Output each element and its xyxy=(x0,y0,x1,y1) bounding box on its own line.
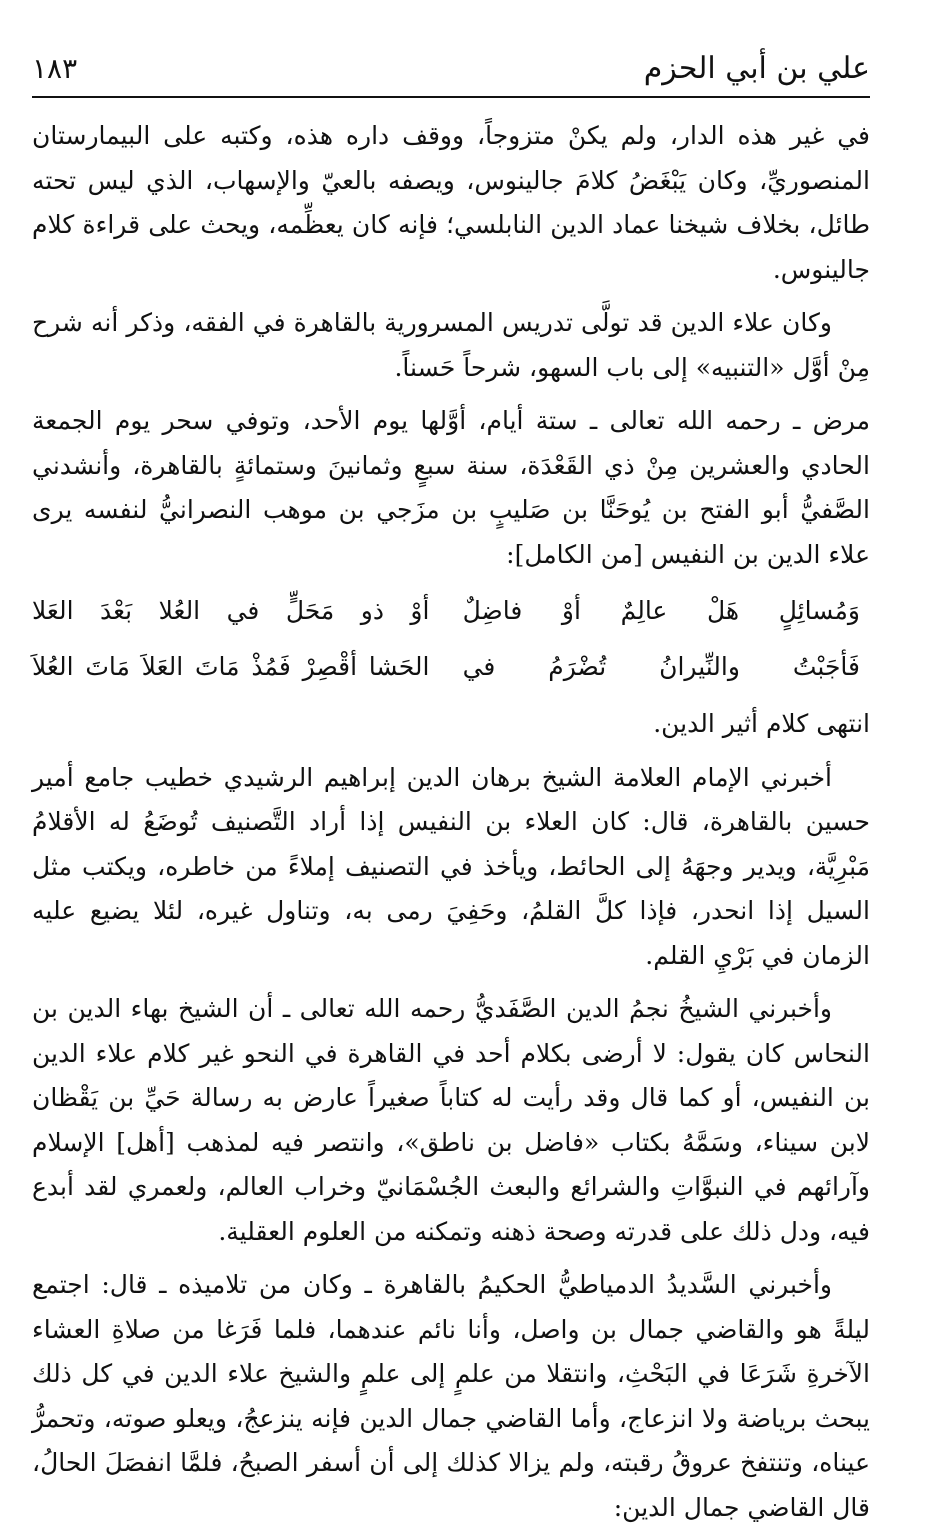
hemistich-first: فَأجَبْتُ والنِّيرانُ تُضْرَمُ في xyxy=(462,652,860,681)
paragraph: أخبرني الإمام العلامة الشيخ برهان الدين إبراهيم الرشيدي خطيب جامع أمير حسين بالقاهرة، قال: كان العلاء بن النفيس إذا أراد التَّصنيف تُوضَعُ له الأقلامُ مَبْرِيَّة، ويدير وجهَهُ إلى الحائط، ويأخذ في التصنيف إملاءً من خاطره، ويكتب مثل السيل إذا انحدر، فإذا كلَّ القلمُ، وحَفِيَ رمى به، وتناول غيره، لئلا يضيع عليه الزمان في بَرْيِ القلم. xyxy=(32,762,870,970)
paragraph: وكان علاء الدين قد تولَّى تدريس المسرورية بالقاهرة في الفقه، وذكر أنه شرح مِنْ أوَّل «التنبيه» إلى باب السهو، شرحاً حَسناً. xyxy=(32,308,870,382)
paragraph: مرض ـ رحمه الله تعالى ـ ستة أيام، أوَّلها يوم الأحد، وتوفي سحر يوم الجمعة الحادي والعشرين مِنْ ذي القَعْدَة، سنة سبعٍ وثمانينَ وستمائةٍ بالقاهرة، وأنشدني الصَّفيُّ أبو الفتح بن يُوحَنَّا بن صَليبٍ بن مزَجي بن موهب النصرانيُّ لنفسه يرى علاء الدين بن النفيس [من الكامل]: xyxy=(32,406,870,569)
running-title: علي بن أبي الحزم xyxy=(643,50,870,86)
verse-line xyxy=(32,586,870,636)
poem xyxy=(32,586,870,692)
page-body xyxy=(32,114,870,1539)
paragraph: في غير هذه الدار، ولم يكنْ متزوجاً، ووقف داره هذه، وكتبه على البيمارستان المنصوريِّ، وكان يَبْغَضُ كلامَ جالينوس، ويصفه بالعيّ والإسهاب، الذي ليس تحته طائل، بخلاف شيخنا عماد الدين النابلسي؛ فإنه كان يعظِّمه، ويحث على قراءة كلام جالينوس. xyxy=(32,121,870,284)
paragraph: وأخبرني الشيخُ نجمُ الدين الصَّفَديُّ رحمه الله تعالى ـ أن الشيخ بهاء الدين بن النحاس كان يقول: لا أرضى بكلام أحد في القاهرة في النحو غير كلام علاء الدين بن النفيس، أو كما قال وقد رأيت له كتاباً صغيراً عارض به رسالة حَيِّ بن يَقْظان لابن سيناء، وسَمَّهُ بكتاب «فاضل بن ناطق»، وانتصر فيه لمذهب [أهل] الإسلام وآرائهم في النبوَّاتِ والشرائع والبعث الجُسْمَانيّ وخراب العالم، ولعمري لقد أبدع فيه، ودل ذلك على قدرته وصحة ذهنه وتمكنه من العلوم العقلية. xyxy=(32,994,870,1246)
paragraph: وأخبرني السَّديدُ الدمياطيُّ الحكيمُ بالقاهرة ـ وكان من تلاميذه ـ قال: اجتمع ليلةً هو والقاضي جمال بن واصل، وأنا نائم عندهما، فلما فَرَغا من صلاةِ العشاء الآخرةِ شَرَعَا في البَحْثِ، وانتقلا من علمٍ إلى علمٍ والشيخ علاء الدين في كل ذلك يبحث برياضة ولا انزعاج، وأما القاضي جمال الدين فإنه ينزعجُ، ويعلو صوته، وتحمرُّ عيناه، وتنتفخ عروقُ رقبته، ولم يزالا كذلك إلى أن أسفر الصبحُ، فلمَّا انفصَلَ الحالُ، قال القاضي جمال الدين: xyxy=(32,1270,870,1522)
page-number: ١٨٣ xyxy=(32,51,78,85)
hemistich-first: وَمُسائِلٍ هَلْ عالِمٌ أوْ فاضِلٌ xyxy=(462,596,860,625)
hemistich-second: الحَشا أقْصِرْ فَمُذْ مَاتَ العَلاَ مَاتَ العُلاَ xyxy=(32,652,430,681)
verse-line xyxy=(32,642,870,692)
paragraph: انتهى كلام أثير الدين. xyxy=(653,709,870,738)
running-header xyxy=(32,40,870,98)
hemistich-second: أوْ ذو مَحَلٍّ في العُلا بَعْدَ العَلا xyxy=(32,596,430,625)
